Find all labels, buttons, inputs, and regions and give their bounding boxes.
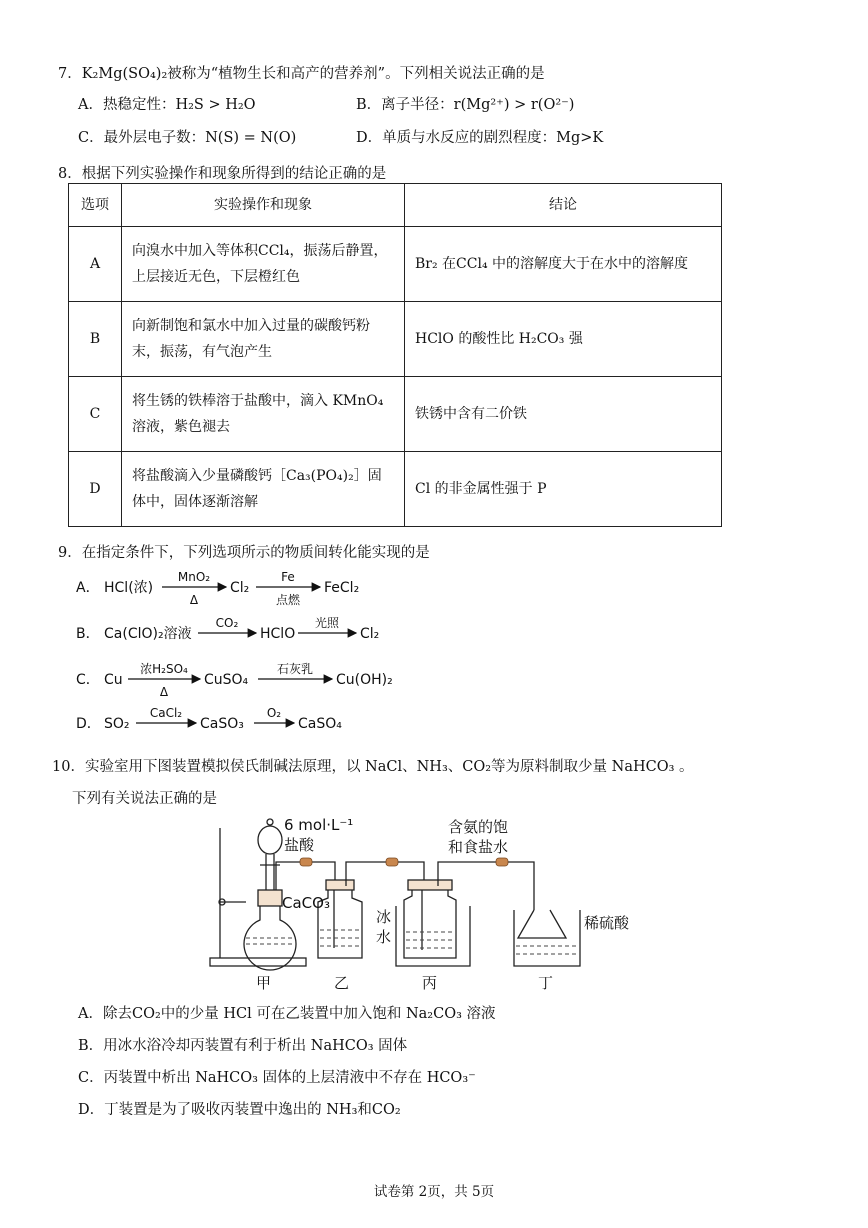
q9-c-a2top: 石灰乳 (276, 662, 314, 676)
ice-bath-beaker (396, 906, 470, 966)
q9-c-a1top: 浓H₂SO₄ (140, 662, 188, 676)
table-row (69, 452, 722, 527)
row-operation: 将盐酸滴入少量磷酸钙［Ca₃(PO₄)₂］固 体中，固体逐渐溶解 (122, 452, 405, 527)
header-operation: 实验操作和现象 (122, 184, 405, 227)
apparatus-figure (200, 810, 640, 995)
table-header-row (69, 184, 722, 227)
q10-option-b: B．用冰水浴冷却丙装置有利于析出 NaHCO₃ 固体 (78, 1038, 408, 1054)
q7-option-d: D．单质与水反应的剧烈程度：Mg>K (356, 130, 604, 146)
q9-d-s2: CaSO₃ (200, 716, 244, 732)
q9-d-s1: SO₂ (104, 716, 130, 732)
page-footer: 试卷第 2页，共 5页 (373, 1184, 495, 1200)
q7-option-b: B．离子半径：r(Mg²⁺) > r(O²⁻) (356, 97, 575, 113)
q9-a-s2: Cl₂ (230, 580, 250, 596)
q10-stem: 10．实验室用下图装置模拟侯氏制碱法原理，以 NaCl、NH₃、CO₂等为原料制取少量 NaHCO₃ 。 (52, 759, 694, 775)
q9-c-label: C． (76, 672, 100, 688)
label-bing: 丙 (422, 974, 438, 992)
q9-b-a2top: 光照 (314, 616, 340, 630)
header-option: 选项 (69, 184, 122, 227)
label-jia: 甲 (256, 974, 272, 992)
row-operation: 向溴水中加入等体积CCl₄，振荡后静置， 上层接近无色，下层橙红色 (122, 227, 405, 302)
label-ice-2: 水 (376, 928, 392, 946)
separatory-funnel (258, 826, 282, 854)
label-yi: 乙 (334, 974, 350, 992)
bottle-bing-stopper (408, 880, 452, 890)
bottle-yi-stopper (326, 880, 354, 890)
q9-a-s1: HCl(浓) (104, 580, 154, 596)
q9-a-a1top: MnO₂ (177, 570, 211, 584)
q7-option-c: C．最外层电子数：N(S) = N(O) (78, 130, 297, 146)
flask-stopper (258, 890, 282, 906)
inverted-funnel (518, 910, 566, 938)
q10-option-c: C．丙装置中析出 NaHCO₃ 固体的上层清液中不存在 HCO₃⁻ (78, 1070, 476, 1086)
q9-a-a2top: Fe (281, 570, 295, 584)
q9-c-s2: CuSO₄ (204, 672, 249, 688)
q9-d-a1top: CaCl₂ (149, 706, 183, 720)
row-option: A (69, 227, 122, 302)
row-option: B (69, 302, 122, 377)
q9-a-s3: FeCl₂ (324, 580, 360, 596)
q9-b-s3: Cl₂ (360, 626, 380, 642)
q9-c-a1bot: Δ (159, 685, 169, 699)
row-option: D (69, 452, 122, 527)
q9-stem: 9．在指定条件下，下列选项所示的物质间转化能实现的是 (58, 545, 430, 561)
q8-stem: 8．根据下列实验操作和现象所得到的结论正确的是 (58, 166, 387, 182)
row-option: C (69, 377, 122, 452)
label-ding: 丁 (538, 974, 554, 992)
table-row (69, 302, 722, 377)
row-conclusion: 铁锈中含有二价铁 (405, 377, 722, 452)
row-conclusion: Cl 的非金属性强于 P (405, 452, 722, 527)
label-brine-2: 和食盐水 (448, 838, 509, 856)
q10-option-d: D．丁装置是为了吸收丙装置中逸出的 NH₃和CO₂ (78, 1102, 401, 1118)
q9-d-label: D． (76, 716, 101, 732)
label-ice-1: 冰 (376, 908, 392, 926)
q9-c-s3: Cu(OH)₂ (336, 672, 393, 688)
header-conclusion: 结论 (405, 184, 722, 227)
q8-table (68, 183, 722, 527)
row-conclusion: Br₂ 在CCl₄ 中的溶解度大于在水中的溶解度 (405, 227, 722, 302)
q9-options-diagram (70, 565, 790, 745)
label-h2so4: 稀硫酸 (584, 914, 630, 932)
q9-d-s3: CaSO₄ (298, 716, 342, 732)
row-operation: 将生锈的铁棒溶于盐酸中，滴入 KMnO₄ 溶液，紫色褪去 (122, 377, 405, 452)
label-acid: 盐酸 (284, 836, 315, 854)
q9-a-label: A． (76, 580, 100, 596)
row-conclusion: HClO 的酸性比 H₂CO₃ 强 (405, 302, 722, 377)
table-row (69, 377, 722, 452)
table-row (69, 227, 722, 302)
q7-stem: 7．K₂Mg(SO₄)₂被称为“植物生长和高产的营养剂”。下列相关说法正确的是 (58, 66, 545, 82)
q10-option-a: A．除去CO₂中的少量 HCl 可在乙装置中加入饱和 Na₂CO₃ 溶液 (78, 1006, 496, 1022)
row-operation: 向新制饱和氯水中加入过量的碳酸钙粉 末，振荡，有气泡产生 (122, 302, 405, 377)
label-brine-1: 含氨的饱 (448, 818, 509, 836)
q7-option-a: A．热稳定性：H₂S > H₂O (78, 97, 256, 113)
q9-b-s1: Ca(ClO)₂溶液 (104, 626, 192, 642)
q9-b-label: B． (76, 626, 100, 642)
q9-b-s2: HClO (260, 626, 296, 642)
q9-d-a2top: O₂ (266, 706, 282, 720)
q9-c-s1: Cu (104, 672, 123, 688)
q9-b-a1top: CO₂ (215, 616, 239, 630)
q10-stem-2: 下列有关说法正确的是 (72, 791, 217, 807)
label-caco3: CaCO₃ (282, 894, 330, 912)
q9-a-a1bot: Δ (189, 593, 199, 607)
q9-a-a2bot: 点燃 (275, 593, 301, 607)
label-acid-conc: 6 mol·L⁻¹ (284, 816, 354, 834)
